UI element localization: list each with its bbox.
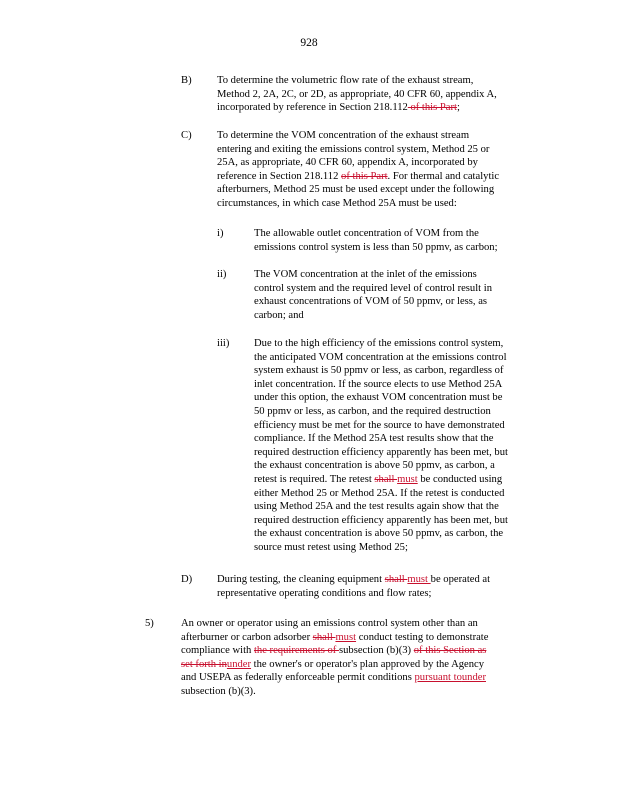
item-label-5: 5) (145, 618, 154, 629)
text-line: Method 2, 2A, 2C, or 2D, as appropriate, 40 CFR 60, appendix A, (217, 88, 497, 100)
text-span: retest is required. The retest (254, 473, 375, 485)
deleted-text: of this Part (341, 170, 388, 182)
text-line: representative operating conditions and flow rates; (217, 587, 432, 599)
item-iii-text (254, 337, 508, 555)
text-line: The VOM concentration at the inlet of the emissions (254, 269, 477, 280)
text-line: the exhaust concentration is above 50 ppmv, as carbon, the (254, 528, 504, 540)
deleted-text: of this Part (407, 102, 457, 114)
text-span: the owner's or operator's plan approved by the Agency (251, 658, 485, 670)
inserted-text: must (407, 574, 431, 585)
text-line (181, 631, 488, 645)
text-line: To determine the VOM concentration of the exhaust stream (217, 130, 470, 141)
deleted-text: shall (312, 631, 336, 643)
text-line: using Method 25A and the test results again show that the (254, 501, 499, 513)
inserted-text: under (461, 672, 486, 684)
text-line: 50 ppmv or less, as carbon, and the required destruction (254, 405, 491, 417)
text-line: under this option, the exhaust VOM concentration must be (254, 392, 503, 404)
text-line: The allowable outlet concentration of VOM from the (254, 228, 479, 239)
text-line: Due to the high efficiency of the emissions control system, (254, 338, 504, 349)
text-span: and USEPA as federally enforceable permit conditions (181, 672, 415, 684)
text-line: required destruction efficiency apparently has been met, but (254, 446, 508, 458)
text-line: system exhaust is 50 ppmv or less, as carbon, regardless of (254, 365, 504, 377)
text-line (254, 473, 508, 487)
item-d-text (217, 573, 490, 600)
text-line: source must retest using Method 25; (254, 541, 408, 553)
text-line (217, 101, 497, 115)
text-span: be operated at (430, 574, 491, 585)
deleted-text: shall (374, 473, 398, 485)
text-line: 25A, as appropriate, 40 CFR 60, appendix A, incorporated by (217, 157, 478, 169)
inserted-text: must (335, 631, 357, 643)
text-span: compliance with (181, 645, 254, 657)
text-line: carbon; and (254, 309, 304, 321)
item-ii-text (254, 268, 492, 322)
text-line: the anticipated VOM concentration at the emissions control (254, 351, 507, 363)
text-line (181, 658, 488, 672)
deleted-text: of this Section as (413, 645, 487, 657)
text-line: required destruction efficiency apparently has been met, but (254, 514, 508, 526)
text-line (181, 644, 488, 658)
text-line: inlet concentration. If the source elects to use Method 25A (254, 378, 503, 390)
text-line (217, 573, 490, 587)
text-span: . For thermal and catalytic (387, 170, 500, 182)
text-line: the exhaust concentration is above 50 ppmv, as carbon, a (254, 460, 495, 472)
inserted-text: must (397, 473, 418, 485)
text-line: entering and exiting the emissions control system, Method 25 or (217, 143, 490, 155)
text-span: incorporated by reference in Section 218.112 (217, 102, 408, 114)
text-span: During testing, the cleaning equipment (217, 574, 385, 585)
item-b-text (217, 74, 497, 115)
text-line: exhaust concentrations of VOM of 50 ppmv, or less, as (254, 296, 488, 308)
text-span: ; (456, 102, 460, 114)
text-line (217, 170, 499, 184)
item-label-d: D) (181, 574, 193, 585)
item-label-i: i) (217, 228, 224, 239)
item-label-c: C) (181, 130, 192, 141)
text-span: be conducted using (417, 473, 503, 485)
text-line: To determine the volumetric flow rate of the exhaust stream, (217, 75, 474, 86)
text-line: afterburners, Method 25 must be used except under the following (217, 184, 495, 196)
item-label-ii: ii) (217, 269, 227, 280)
text-line: efficiency must be met for the source to have demonstrated (254, 419, 505, 431)
text-span: reference in Section 218.112 (217, 170, 342, 182)
text-line (181, 671, 488, 685)
text-span: subsection (b)(3) (338, 645, 414, 657)
text-line: control system and the required level of control result in (254, 282, 492, 294)
text-span: afterburner or carbon adsorber (181, 631, 313, 643)
text-line: emissions control system is less than 50 ppmv, as carbon; (254, 241, 498, 253)
text-line: either Method 25 or Method 25A. If the retest is conducted (254, 487, 505, 499)
item-label-iii: iii) (217, 338, 230, 349)
item-label-b: B) (181, 75, 192, 86)
inserted-text: pursuant to (414, 672, 462, 684)
inserted-text: under (226, 658, 252, 670)
text-line: subsection (b)(3). (181, 685, 256, 697)
item-i-text (254, 227, 498, 254)
text-line: An owner or operator using an emissions control system other than an (181, 618, 478, 629)
deleted-text: set forth in (181, 658, 227, 670)
text-line: compliance. If the Method 25A test results show that the (254, 433, 494, 445)
item-c-text (217, 129, 499, 211)
deleted-text: shall (384, 574, 408, 585)
text-line: circumstances, in which case Method 25A must be used: (217, 197, 457, 209)
page-number: 928 (300, 37, 318, 49)
item-5-text (181, 617, 488, 699)
deleted-text: the requirements of (253, 645, 339, 657)
text-span: conduct testing to demonstrate (356, 631, 489, 643)
